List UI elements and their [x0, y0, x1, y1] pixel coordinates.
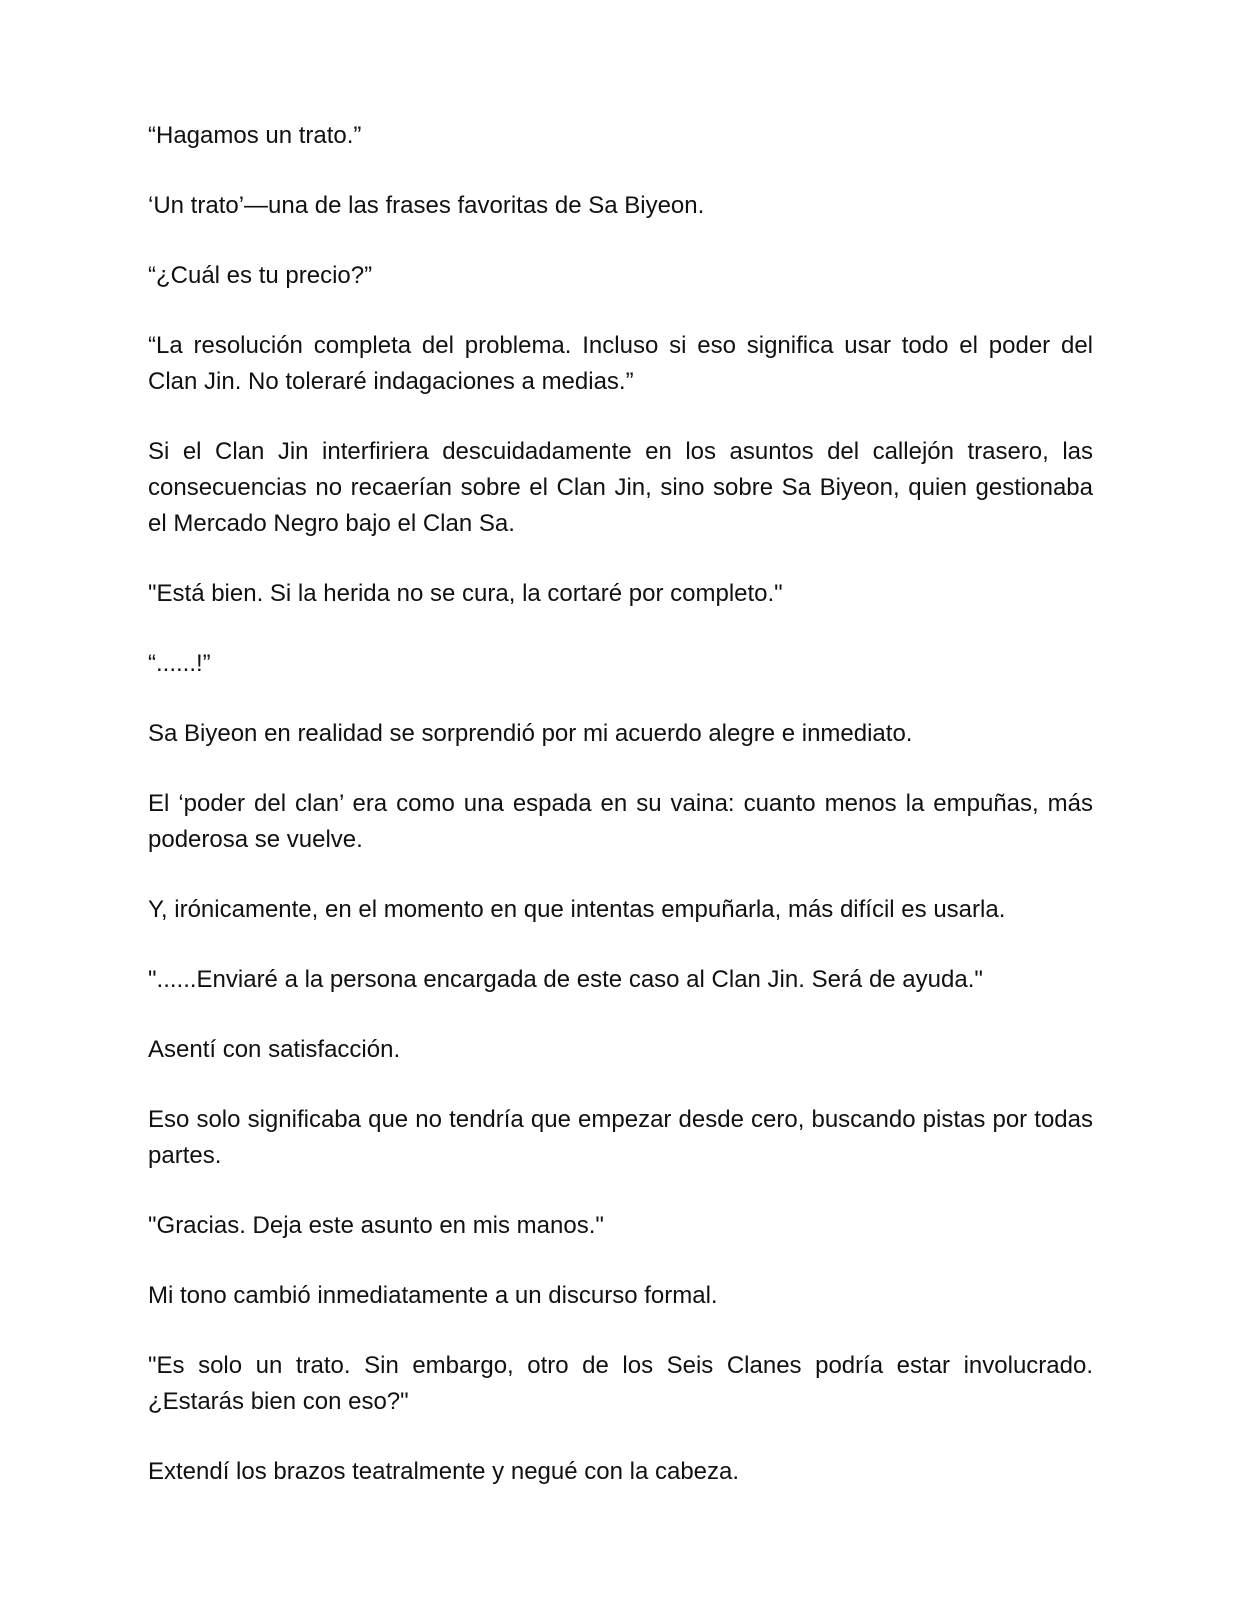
- paragraph: "Gracias. Deja este asunto en mis manos.": [148, 1212, 604, 1239]
- paragraph: "......Enviaré a la persona encargada de este caso al Clan Jin. Será de ayuda.": [148, 966, 983, 993]
- paragraph: El ‘poder del clan’ era como una espada en su vaina: cuanto menos la empuñas, más poderosa se vuelve.: [148, 790, 1093, 853]
- paragraph: “¿Cuál es tu precio?”: [148, 262, 373, 289]
- paragraph: “La resolución completa del problema. Incluso si eso significa usar todo el poder del Clan Jin. No toleraré indagaciones a medias.”: [148, 332, 1093, 395]
- paragraph: Y, irónicamente, en el momento en que intentas empuñarla, más difícil es usarla.: [148, 896, 1006, 923]
- paragraph: Mi tono cambió inmediatamente a un discurso formal.: [148, 1282, 718, 1309]
- paragraph: Si el Clan Jin interfiriera descuidadamente en los asuntos del callejón trasero, las consecuencias no recaerían sobre el Clan Jin, sino sobre Sa Biyeon, quien gestionaba el Mercado Negro bajo el Clan Sa.: [148, 438, 1093, 537]
- paragraph: "Está bien. Si la herida no se cura, la cortaré por completo.": [148, 580, 783, 607]
- paragraph: Asentí con satisfacción.: [148, 1036, 401, 1063]
- paragraph: Sa Biyeon en realidad se sorprendió por mi acuerdo alegre e inmediato.: [148, 720, 913, 747]
- paragraph: “......!”: [148, 650, 211, 677]
- paragraph: ‘Un trato’—una de las frases favoritas de Sa Biyeon.: [148, 192, 705, 219]
- paragraph: Eso solo significaba que no tendría que empezar desde cero, buscando pistas por todas partes.: [148, 1106, 1093, 1169]
- paragraph: "Es solo un trato. Sin embargo, otro de los Seis Clanes podría estar involucrado. ¿Estarás bien con eso?": [148, 1352, 1093, 1415]
- document-body: [148, 118, 1093, 1490]
- paragraph: Extendí los brazos teatralmente y negué con la cabeza.: [148, 1458, 740, 1485]
- paragraph: “Hagamos un trato.”: [148, 122, 362, 149]
